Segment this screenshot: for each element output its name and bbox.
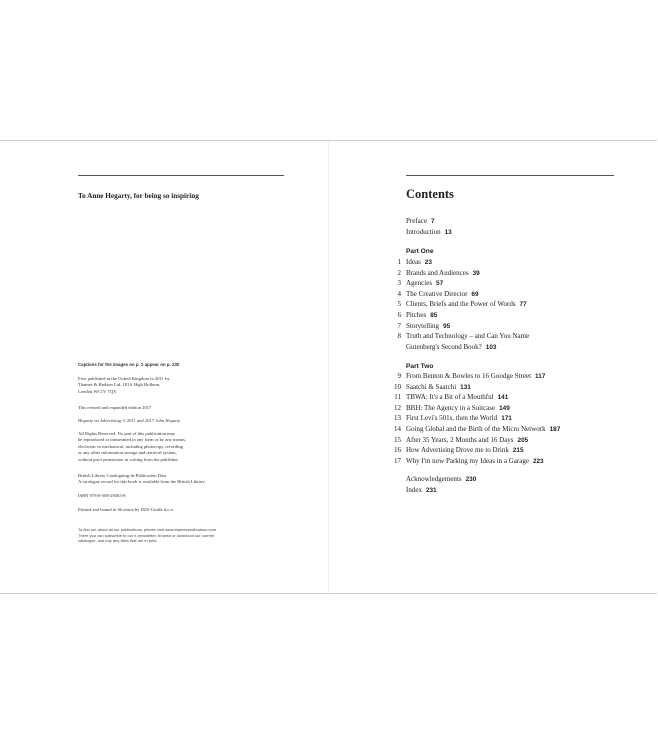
chapter-entry: 13 First Levi's 501s, then the World 171: [394, 414, 512, 423]
chapter-entry: 5 Clients, Briefs and the Power of Words 77: [397, 300, 527, 309]
left-page-rule: [78, 175, 284, 176]
chapter-entry: 6 Pitches 85: [397, 311, 438, 319]
edition-note: This revised and expanded edition 2017: [78, 405, 152, 410]
chapter-entry: 10 Saatchi & Saatchi 131: [394, 382, 471, 391]
right-page: [329, 141, 657, 593]
toc-entry: Index 231: [406, 486, 437, 494]
chapter-entry: 17 Why I'm now Parking my Ideas in a Garage 223: [394, 456, 544, 465]
publisher-footer: To find out about all our publications, please visit www.thamesandhudson.com There you can subscribe to our e-newsletter, browse or download our current catalogue, and buy any titles that are in print.: [78, 527, 217, 544]
copyright-line: Hegarty on Advertising © 2011 and 2017 John Hegarty: [78, 418, 181, 423]
contents-title: Contents: [406, 187, 454, 201]
chapter-entry: 3 Agencies 57: [397, 279, 444, 288]
chapter-entry: 14 Going Global and the Birth of the Micro Network 187: [394, 425, 561, 433]
chapter-entry: 4 The Creative Director 69: [397, 289, 479, 298]
printed-line: Printed and bound in Slovenia by DZS-Grafik d.o.o.: [78, 507, 175, 512]
chapter-entry: 15 After 35 Years, 2 Months and 16 Days 205: [394, 435, 529, 444]
cip-block: British Library Cataloguing-in-Publication Data A catalogue record for this book is available from the British Library: [78, 473, 205, 485]
isbn: ISBN 978-0-500-29363-8: [78, 493, 126, 498]
chapter-entry: 11 TBWA: It's a Bit of a Mouthful 141: [394, 393, 509, 402]
toc-entry: Introduction 13: [406, 228, 452, 236]
part-two-heading: Part Two: [406, 363, 434, 370]
book-spread: [0, 140, 657, 594]
chapter-entry: 1 Ideas 23: [397, 258, 432, 266]
chapter-entry: Gutenberg's Second Book? 103: [406, 342, 497, 351]
chapter-entry: 2 Brands and Audiences 39: [397, 268, 480, 277]
chapter-entry: 9 From Benton & Bowles to 16 Goodge Street 117: [397, 372, 546, 380]
rights-block: All Rights Reserved. No part of this publication may be reproduced or transmitted in any form or by any means, electronic or mechanical, including photocopy, recording or any other information storage and retrieval system, without prior permission in writing from the publisher.: [78, 431, 187, 462]
left-page: [0, 141, 329, 593]
captions-note: Captions for the images on p. 2 appear on p. 230: [78, 362, 180, 367]
part-one-heading: Part One: [406, 248, 434, 255]
publication-block: First published in the United Kingdom in 2011 by Thames & Hudson Ltd, 181A High Holborn, London WC1V 7QX: [78, 376, 170, 394]
chapter-entry: 8 Truth and Technology – and Can You Name: [397, 332, 530, 341]
dedication: To Anne Hegarty, for being so inspiring: [78, 192, 199, 200]
chapter-entry: 7 Storytelling 95: [397, 321, 451, 330]
chapter-entry: 16 How Advertising Drove me to Drink 215: [394, 446, 524, 455]
chapter-entry: 12 BBH: The Agency in a Suitcase 149: [394, 403, 510, 412]
right-page-rule: [406, 175, 614, 176]
toc-entry: Preface 7: [406, 217, 435, 225]
toc-entry: Acknowledgements 230: [406, 475, 477, 483]
